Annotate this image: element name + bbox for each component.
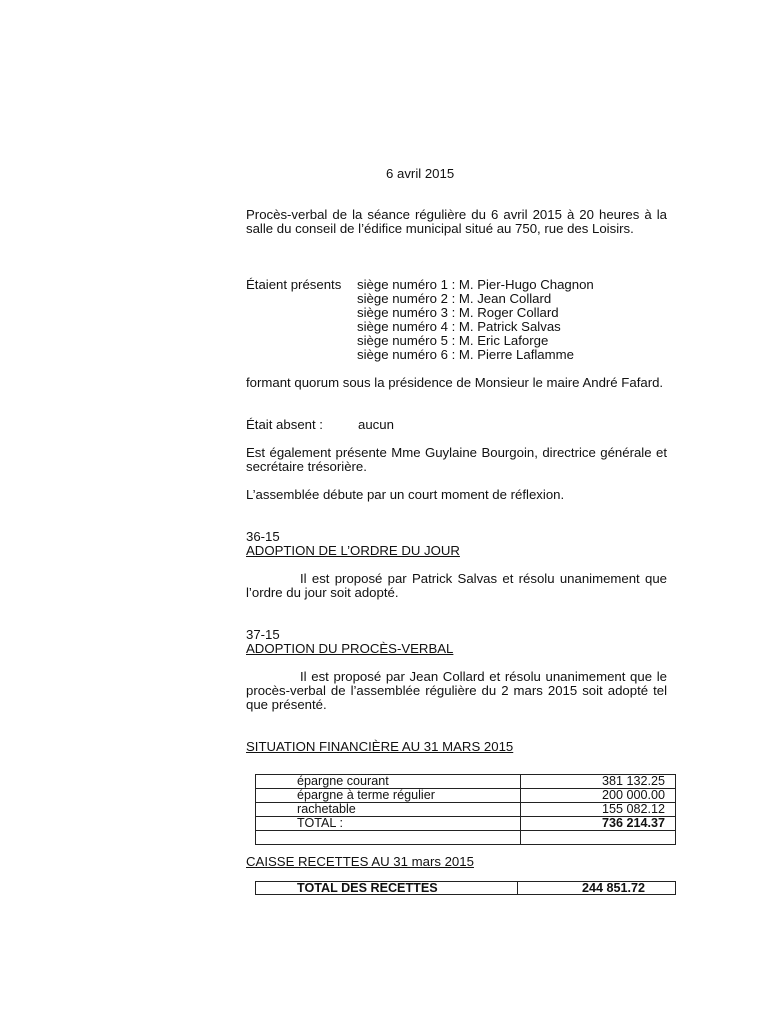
resolution-text: Il est proposé par Patrick Salvas et résolu unanimement que l’ordre du jour soit adopté.	[246, 571, 667, 600]
presence-lead: Étaient présents	[246, 277, 342, 292]
absent-label: Était absent :	[246, 417, 323, 432]
resolution-title: ADOPTION DU PROCÈS-VERBAL	[246, 641, 454, 656]
seat-line: siège numéro 6 : M. Pierre Laflamme	[357, 347, 574, 362]
receipts-table	[255, 881, 676, 895]
reflexion-paragraph: L’assemblée débute par un court moment de réflexion.	[246, 487, 565, 502]
table-cell-label: rachetable	[256, 803, 521, 817]
seat-line: siège numéro 3 : M. Roger Collard	[357, 305, 559, 320]
receipts-value: 244 851.72	[518, 882, 676, 895]
table-cell-value: 155 082.12	[521, 803, 676, 817]
table-cell-label: épargne à terme régulier	[256, 789, 521, 803]
table-row	[256, 882, 676, 895]
table-cell-value: 381 132.25	[521, 775, 676, 789]
table-row-empty	[256, 831, 676, 845]
receipts-label: TOTAL DES RECETTES	[256, 882, 518, 895]
table-row	[256, 775, 676, 789]
caisse-title: CAISSE RECETTES AU 31 mars 2015	[246, 854, 474, 869]
seat-line: siège numéro 5 : M. Eric Laforge	[357, 333, 549, 348]
dg-paragraph: Est également présente Mme Guylaine Bourgoin, directrice générale et secrétaire trésorière.	[246, 445, 667, 474]
quorum-paragraph: formant quorum sous la présidence de Monsieur le maire André Fafard.	[246, 375, 664, 390]
seat-line: siège numéro 2 : M. Jean Collard	[357, 291, 552, 306]
seat-line: siège numéro 4 : M. Patrick Salvas	[357, 319, 561, 334]
absent-value: aucun	[358, 417, 394, 432]
situation-title: SITUATION FINANCIÈRE AU 31 MARS 2015	[246, 739, 514, 754]
resolution-number: 37-15	[246, 627, 280, 642]
resolution-number: 36-15	[246, 529, 280, 544]
table-cell-value: 200 000.00	[521, 789, 676, 803]
document-date: 6 avril 2015	[386, 166, 455, 181]
intro-paragraph: Procès-verbal de la séance régulière du 6 avril 2015 à 20 heures à la salle du conseil de l’édifice municipal situé au 750, rue des Loisirs.	[246, 207, 667, 236]
resolution-title: ADOPTION DE L’ORDRE DU JOUR	[246, 543, 460, 558]
table-cell-empty	[521, 831, 676, 845]
table-cell-label: épargne courant	[256, 775, 521, 789]
table-row	[256, 803, 676, 817]
resolution-text: Il est proposé par Jean Collard et résolu unanimement que le procès-verbal de l’assemblée régulière du 2 mars 2015 soit adopté tel que présenté.	[246, 669, 667, 712]
table-cell-label: TOTAL :	[256, 817, 521, 831]
table-row	[256, 789, 676, 803]
table-cell-empty	[256, 831, 521, 845]
table-cell-total: 736 214.37	[521, 817, 676, 831]
financial-table	[255, 774, 676, 845]
table-row	[256, 817, 676, 831]
seat-line: siège numéro 1 : M. Pier-Hugo Chagnon	[357, 277, 594, 292]
